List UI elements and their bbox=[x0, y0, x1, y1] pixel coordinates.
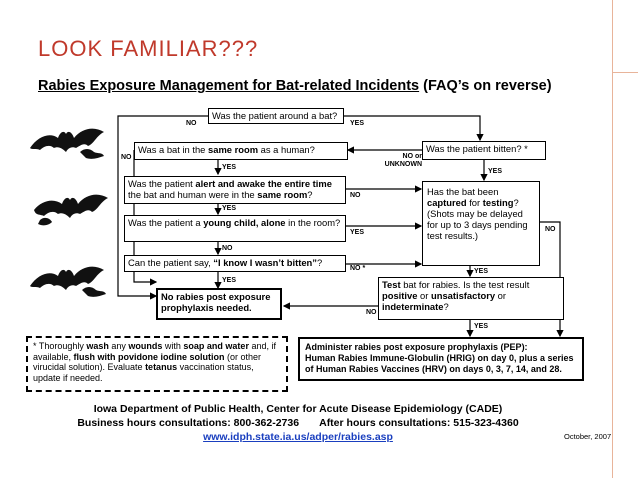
footer-agency: Iowa Department of Public Health, Center for Acute Disease Epidemiology (CADE) bbox=[93, 403, 503, 415]
text-emphasis: “I know I wasn’t bitten” bbox=[213, 257, 317, 268]
edge-label-bitten-no-unknown: NO or UNKNOWN bbox=[384, 153, 422, 168]
text-emphasis: indeterminate bbox=[382, 301, 444, 312]
outcome-no-pep-text: No rabies post exposure prophylaxis needed. bbox=[161, 291, 271, 313]
text-part: Can the patient say, bbox=[128, 257, 214, 268]
outcome-administer-pep bbox=[298, 337, 584, 381]
edge-label-sameroom-no: NO bbox=[121, 154, 132, 161]
edge-label-child-no: NO bbox=[222, 245, 233, 252]
text-part: ? bbox=[316, 257, 323, 268]
footer-consultations: Business hours consultations: 800-362-2736 After hours consultations: 515-323-4360 bbox=[77, 417, 519, 429]
edge-label-test-no: NO bbox=[366, 309, 377, 316]
text-part: as a human? bbox=[258, 144, 315, 155]
pep-schedule: Human Rabies Immune-Globulin (HRIG) on day 0, plus a series of Human Rabies Vaccines (HRV) on days 0, 3, 7, 14, and 28. bbox=[305, 353, 574, 374]
text-part: Was the patient bbox=[128, 178, 196, 189]
text-part: * Thoroughly bbox=[33, 341, 87, 351]
text-emphasis: flush with povidone iodine solution bbox=[73, 351, 225, 362]
flowchart-title-suffix: (FAQ’s on reverse) bbox=[419, 78, 552, 94]
question-captured bbox=[422, 181, 540, 266]
edge-label-alert-yes: YES bbox=[222, 205, 237, 212]
text-part: in the room? bbox=[285, 217, 341, 228]
question-test-bat bbox=[378, 277, 564, 320]
text-part: with bbox=[162, 341, 184, 351]
question-alert-awake bbox=[124, 176, 346, 204]
text-part: or bbox=[417, 290, 431, 301]
text-part: bat for rabies. Is the test result bbox=[400, 279, 530, 290]
edge-label-child-yes: YES bbox=[350, 229, 365, 236]
slide-title: LOOK FAMILIAR??? bbox=[38, 36, 259, 61]
text-emphasis: same room bbox=[208, 144, 259, 155]
question-bitten bbox=[422, 141, 546, 160]
text-part: for bbox=[466, 197, 483, 208]
question-around-bat bbox=[208, 108, 344, 124]
edge-label-sameroom-yes: YES bbox=[222, 164, 237, 171]
text-part: or bbox=[495, 290, 507, 301]
footer-link-wrap bbox=[38, 431, 558, 443]
pep-heading: Administer rabies post exposure prophylaxis (PEP): bbox=[305, 342, 528, 352]
text-part: any bbox=[108, 341, 129, 351]
edge-label-alert-no: NO bbox=[350, 192, 361, 199]
question-say-not-bitten bbox=[124, 255, 346, 272]
text-part: Was a bat in the bbox=[138, 144, 209, 155]
question-same-room bbox=[134, 142, 348, 160]
text-emphasis: Test bbox=[382, 279, 401, 290]
document-date: October, 2007 bbox=[564, 432, 612, 441]
edge-label-bitten-yes: YES bbox=[488, 168, 503, 175]
text-part: the bat and human were in the bbox=[128, 189, 258, 200]
text-emphasis: testing bbox=[482, 197, 514, 208]
edge-label-say-no: NO * bbox=[350, 265, 366, 272]
text-emphasis: young child, alone bbox=[203, 217, 286, 228]
text-part: (or other virucidal solution). Evaluate bbox=[33, 351, 262, 372]
text-emphasis: same room bbox=[257, 189, 308, 200]
text-part: ? (Shots may be delayed for up to 3 days pending test results.) bbox=[427, 197, 528, 241]
question-bitten-text: Was the patient bitten? * bbox=[426, 143, 528, 154]
edge-label-test-yes: YES bbox=[474, 323, 489, 330]
text-part: ? bbox=[443, 301, 449, 312]
text-emphasis: wounds bbox=[128, 341, 163, 351]
edge-label-captured-no: NO bbox=[545, 226, 556, 233]
text-emphasis: tetanus bbox=[145, 362, 178, 372]
edge-label-around-yes: YES bbox=[350, 120, 365, 127]
rabies-info-link[interactable]: www.idph.state.ia.us/adper/rabies.asp bbox=[203, 431, 393, 443]
text-emphasis: wash bbox=[86, 341, 109, 351]
edge-label-around-no: NO bbox=[186, 120, 197, 127]
edge-label-captured-yes: YES bbox=[474, 268, 489, 275]
text-emphasis: soap and water bbox=[183, 341, 249, 351]
edge-around-yes bbox=[344, 116, 480, 140]
note-wash-wounds bbox=[26, 336, 288, 392]
question-young-child bbox=[124, 215, 346, 242]
text-part: Was the patient a bbox=[128, 217, 204, 228]
question-around-bat-text: Was the patient around a bat? bbox=[212, 110, 338, 121]
text-part: Has the bat been bbox=[427, 186, 499, 197]
edge-label-say-yes: YES bbox=[222, 277, 237, 284]
text-part: vaccination status, update if needed. bbox=[33, 362, 254, 383]
outcome-no-pep bbox=[156, 288, 282, 320]
text-part: ? bbox=[307, 189, 313, 200]
text-emphasis: unsatisfactory bbox=[430, 290, 496, 301]
text-part: and, if available, bbox=[33, 341, 276, 362]
text-emphasis: positive bbox=[382, 290, 418, 301]
text-emphasis: alert and awake the entire time bbox=[195, 178, 332, 189]
text-emphasis: captured bbox=[427, 197, 467, 208]
flowchart-title-main: Rabies Exposure Management for Bat-related Incidents bbox=[38, 78, 420, 94]
